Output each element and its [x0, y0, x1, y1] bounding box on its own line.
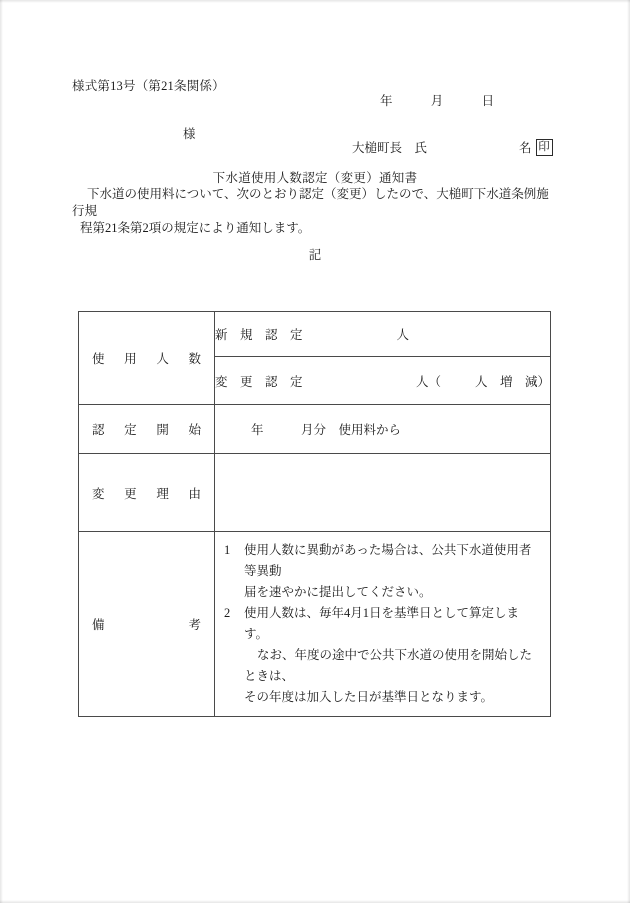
label-char: 数 — [188, 352, 201, 366]
row-label-remarks — [79, 532, 215, 717]
label-char: 由 — [188, 486, 201, 501]
page-edge-left — [0, 0, 3, 903]
cell-change-reason-value — [215, 454, 551, 532]
note-line: その年度は加入した日が基準日となります。 — [244, 690, 494, 704]
table-row — [79, 405, 551, 454]
label-char: 考 — [188, 618, 201, 632]
start-date-text: 年 月分 使用料から — [251, 423, 402, 437]
row-label-change-reason — [79, 454, 215, 532]
note-line: 使用人数に異動があった場合は、公共下水道使用者等異動 — [244, 543, 532, 578]
label-char: 始 — [188, 423, 201, 437]
changed-certification-unit: 人（ — [415, 374, 441, 389]
note-number: 2 — [224, 606, 231, 620]
label-char: 使 — [92, 352, 105, 366]
body-paragraph — [72, 186, 558, 237]
cell-remarks-value — [215, 532, 551, 717]
label-char: 理 — [156, 486, 169, 501]
label-char: 変 — [92, 486, 105, 501]
seal-stamp-box: 印 — [536, 139, 553, 156]
body-line-2: 程第21条第2項の規定により通知します。 — [80, 221, 311, 235]
changed-certification-suffix: 人 増 減） — [474, 374, 550, 389]
body-line-1: 下水道の使用料について、次のとおり認定（変更）したので、大槌町下水道条例施行規 — [72, 187, 549, 218]
page-edge-top — [0, 0, 630, 3]
remarks-notes-list — [215, 532, 550, 716]
addressee-honorific: 様 — [183, 127, 196, 141]
note-number: 1 — [224, 543, 231, 557]
note-line: 使用人数は、毎年4月1日を基準日として算定します。 — [244, 606, 520, 641]
changed-certification-label: 変 更 認 定 — [215, 374, 303, 389]
list-item — [224, 540, 542, 582]
list-item — [224, 603, 542, 645]
date-line: 年 月 日 — [380, 94, 495, 108]
document-title: 下水道使用人数認定（変更）通知書 — [212, 171, 418, 185]
label-char: 開 — [156, 423, 169, 437]
label-char: 用 — [124, 352, 137, 366]
label-char: 人 — [156, 352, 169, 366]
label-char: 備 — [92, 618, 105, 632]
cell-start-date-value — [215, 405, 551, 454]
row-label-start-date — [79, 405, 215, 454]
label-char: 更 — [124, 486, 137, 501]
cell-new-certification — [215, 312, 551, 357]
new-certification-unit: 人 — [396, 328, 409, 342]
note-line: 届を速やかに提出してください。 — [244, 585, 432, 599]
issuer-block — [352, 138, 553, 156]
form-number: 様式第13号（第21条関係） — [72, 79, 225, 93]
ki-marker: 記 — [308, 248, 322, 262]
table-row — [79, 532, 551, 717]
cell-changed-certification — [215, 357, 551, 405]
new-certification-label: 新 規 認 定 — [215, 328, 303, 342]
label-char: 定 — [124, 423, 137, 437]
issuer-name: 大槌町長 氏 — [352, 141, 428, 155]
table-row — [79, 454, 551, 532]
notification-table — [78, 311, 551, 717]
label-char: 認 — [92, 423, 105, 437]
row-label-usage-count — [79, 312, 215, 405]
changed-certification-value — [416, 372, 550, 390]
issuer-name-suffix: 名 — [519, 141, 532, 155]
note-line: なお、年度の途中で公共下水道の使用を開始したときは、 — [244, 648, 533, 683]
table-row — [79, 312, 551, 357]
